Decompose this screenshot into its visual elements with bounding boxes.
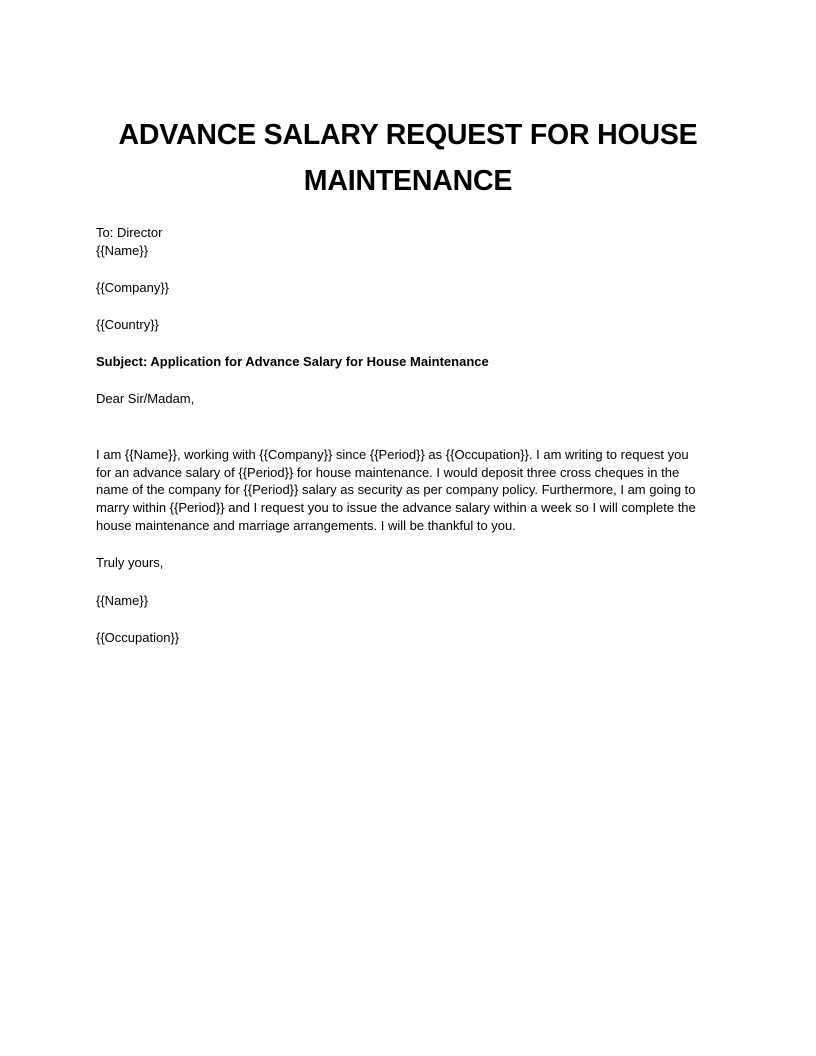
salutation: Dear Sir/Madam, xyxy=(96,391,195,406)
signature-occupation: {{Occupation}} xyxy=(96,630,180,645)
closing: Truly yours, xyxy=(96,555,164,570)
signature-name: {{Name}} xyxy=(96,593,149,608)
recipient-country: {{Country}} xyxy=(96,317,159,332)
body-line: I am {{Name}}, working with {{Company}} since {{Period}} as {{Occupation}}. I am writing to request you xyxy=(96,447,689,462)
subject-line: Subject: Application for Advance Salary for House Maintenance xyxy=(96,354,489,369)
document-title xyxy=(96,112,720,204)
recipient-name: {{Name}} xyxy=(96,243,149,258)
recipient-line: To: Director xyxy=(96,225,163,240)
body-line: house maintenance and marriage arrangements. I will be thankful to you. xyxy=(96,517,516,533)
recipient-company: {{Company}} xyxy=(96,280,170,295)
body-line: marry within {{Period}} and I request you to issue the advance salary within a week so I will complete the xyxy=(96,500,696,516)
body-line: name of the company for {{Period}} salary as security as per company policy. Furthermore, I am going to xyxy=(96,482,696,498)
body-line: for an advance salary of {{Period}} for house maintenance. I would deposit three cross cheques in the xyxy=(96,464,680,480)
title-line-2: MAINTENANCE xyxy=(303,165,513,197)
title-line-1: ADVANCE SALARY REQUEST FOR HOUSE xyxy=(118,119,698,151)
body-paragraph xyxy=(96,446,726,535)
